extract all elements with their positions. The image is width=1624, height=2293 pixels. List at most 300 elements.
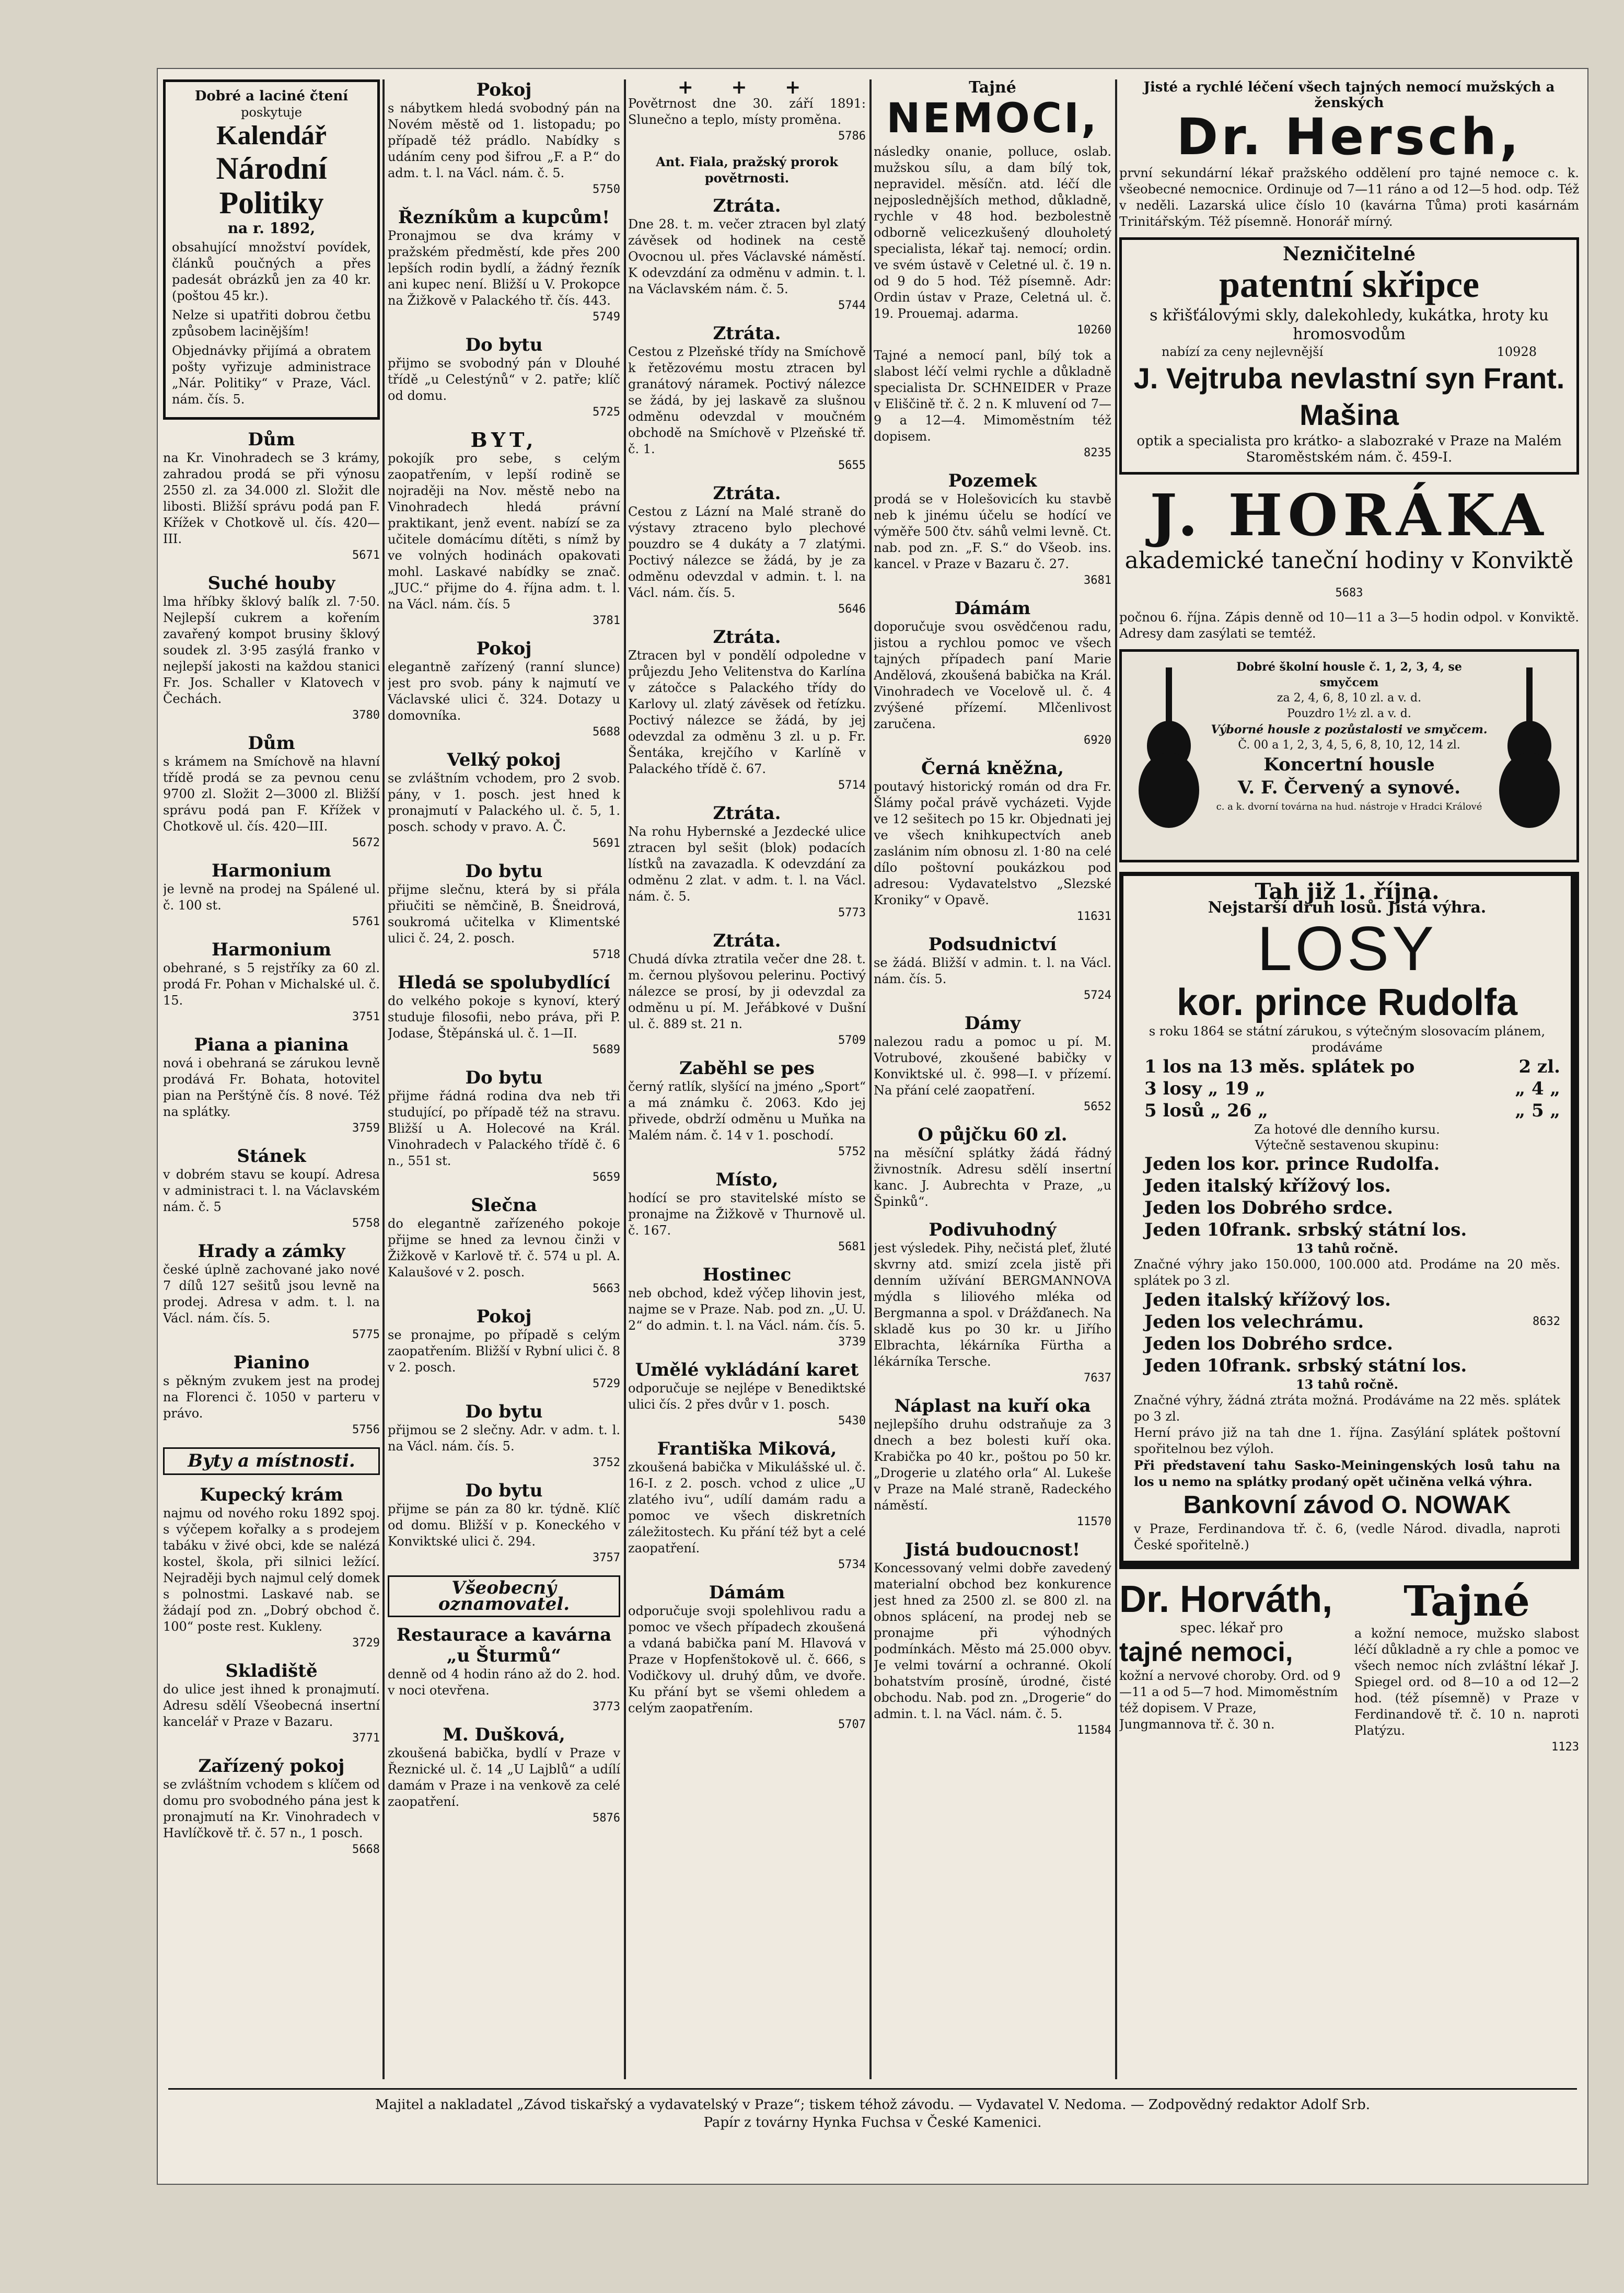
- classified-ad: [874, 1219, 1111, 1386]
- ad-body: nalezou radu a pomoc u pí. M. Votrubové, zkoušené babičky v Konviktské ul. č. 998—I. v přízemí. Na přání celé zaopatření.: [874, 1034, 1111, 1098]
- classified-ad: [388, 1724, 620, 1826]
- spiegel-ad-body: a kožní nemoce, mužsko slabost léčí důkladně a ry chle a pomoc ve všech nemoc ních zvláštní lékař J. Spiegel ord. od 8—10 a od 12—2 hod. (též písemně) v Praze v Ferdinandově tř. č. 10 n. naproti Platýzu.: [1354, 1626, 1579, 1738]
- ad-body: černý ratlík, slyšící na jméno „Sport“ a má známku č. 2063. Kdo jej přivede, obdrží odměnu u Muňka na Malém nám. č. 14 v 1. poschodí.: [628, 1079, 866, 1143]
- kalendar-ad-text2: Nelze si upatřiti dobrou četbu způsobem lacinějším!: [172, 308, 371, 339]
- ad-title: Dům: [248, 733, 295, 754]
- nemoci-ad-kicker: Tajné: [969, 79, 1016, 97]
- ad-body: do velkého pokoje s kynoví, který studuje filosofii, nebo práva, při P. Jodase, Štěpánská ul. č. 1—II.: [388, 994, 620, 1041]
- ad-title: Harmonium: [211, 939, 332, 960]
- classified-ad: [388, 972, 620, 1058]
- classified-ad: [388, 79, 620, 198]
- classified-ad: [388, 1306, 620, 1392]
- ad-body: se zvláštním vchodem, pro 2 svob. pány, v 1. posch. jest hned k pronajmutí v Palackého ul. č. 5, 1. posch. schody v pravo. A. Č.: [388, 771, 620, 834]
- ad-number: 5744: [838, 299, 866, 312]
- classified-ad: [163, 939, 380, 1025]
- ad-number: 3759: [352, 1122, 380, 1135]
- classified-ad: [163, 429, 380, 563]
- losy-ad-offer-row: [1134, 1100, 1560, 1122]
- losy-ad-draws: 13 tahů ročně.: [1296, 1377, 1398, 1392]
- classified-ad: [163, 1146, 380, 1231]
- ad-title: Harmonium: [211, 860, 332, 881]
- ad-body: Cestou z Plzeňské třídy na Smíchově k řetězovému mostu ztracen byl granátový náramek. Poctivý nálezce se žádá, by jej laskavě za slušnou odměnu odevzdal v moučném obchodě na Smíchově v Plzeňské tř. č. 1.: [628, 344, 866, 456]
- classified-ad: [628, 1438, 866, 1573]
- skripce-ad-address: optik a specialista pro krátko- a slabozraké v Praze na Malém Staroměstském nám. č. 459-I.: [1136, 433, 1562, 465]
- ad-body: se pronajme, po případě s celým zaopatřením. Bližší v Rybní ulici č. 8 v 2. posch.: [388, 1328, 620, 1375]
- losy-ad-group-item: Jeden los Dobrého srdce.: [1144, 1197, 1393, 1218]
- ad-number: 11570: [1076, 1515, 1111, 1528]
- ad-number: 5734: [838, 1558, 866, 1571]
- classified-ad: [628, 1264, 866, 1350]
- losy-ad-para1: Značné výhry jako 150.000, 100.000 atd. Prodáme na 20 měs. splátek po 3 zl.: [1134, 1257, 1560, 1288]
- losy-ad-group-row: [1134, 1311, 1560, 1333]
- ad-body: se zvláštním vchodem s klíčem od domu pro svobodného pána jest k pronajmutí na Kr. Vinohradech v Havlíčkově tř. č. 57 n., 1 posch.: [163, 1777, 380, 1840]
- classified-ad: [388, 1401, 620, 1471]
- violin-icon: [1493, 667, 1566, 835]
- ad-body: české úplně zachované jako nové 7 dílů 127 sešitů jsou levně na prodej. Adresa v adm. t. l. na Václ. nám. čís. 5.: [163, 1262, 380, 1326]
- ad-number: 7637: [1084, 1372, 1111, 1385]
- skripce-ad-products: s křišťálovými skly, dalekohledy, kukátka, hroty ku hromosvodům: [1150, 306, 1549, 343]
- section-stamp-byty: Byty a místnosti.: [163, 1447, 380, 1475]
- classified-ad: [388, 1067, 620, 1185]
- nemoci-ad-body: následky onanie, polluce, oslab. mužskou sílu, a dam bílý tok, nepravidel. měsíčn. atd. léčí dle nejposlednějších method, důkladně, rychle v 48 hod. bezbolestně odborně velicezkušený dlouholetý specialista, lékař taj. nemocí; ordin. ve svém ústavě v Celetné ul. č. 19 n. od 9 do 5 hod. Též písemně. Adr: Ordin ústav v Praze, Celetná ul. č. 19. Prouemaj. adarma.: [874, 144, 1111, 321]
- col1-ads2: [163, 1484, 380, 1858]
- classified-ad: [388, 335, 620, 420]
- ad-number: 5749: [593, 310, 620, 324]
- skripce-ad: [1119, 237, 1579, 475]
- ad-title: Do bytu: [465, 1401, 543, 1422]
- ad-number: 5750: [593, 183, 620, 196]
- losy-ad-note1: Za hotové dle denního kursu.: [1254, 1122, 1440, 1137]
- column-1: [163, 79, 380, 2079]
- ad-number: 5718: [593, 948, 620, 961]
- losy-ad-group-item: Jeden los kor. prince Rudolfa.: [1144, 1154, 1440, 1174]
- ad-body: lma hříbky šklový balík zl. 7·50. Nejlepší cukrem a kořením zavařený kompot brusiny šklový soudek zl. 3·95 zasýlá franko v nejlepší jakosti na každou stanici Fr. Jos. Schaller v Klatovech v Čechách.: [163, 594, 380, 706]
- ad-body: Povětrnost dne 30. září 1891: Slunečno a teplo, místy proměna.: [628, 96, 866, 127]
- kalendar-ad-subtitle: Národní Politiky: [216, 151, 327, 220]
- ad-title: Černá kněžna,: [921, 758, 1064, 779]
- classified-ad: [163, 1352, 380, 1438]
- ad-title: Pokoj: [476, 638, 532, 659]
- ad-body: se žádá. Bližší v admin. t. l. na Václ. nám. čís. 5.: [874, 955, 1111, 986]
- losy-ad-draws: 13 tahů ročně.: [1296, 1241, 1398, 1256]
- ad-number: 3752: [593, 1456, 620, 1469]
- skripce-ad-firm: J. Vejtruba nevlastní syn Frant. Mašina: [1133, 362, 1565, 431]
- losy-ad-offer-price: „ 4 „: [1515, 1078, 1560, 1099]
- classified-ad: [628, 1359, 866, 1429]
- violin-ad-line4: Výborné housle z pozůstalosti ve smyčcem.: [1211, 723, 1488, 736]
- spiegel-ad-title: Tajné: [1403, 1576, 1530, 1626]
- classified-ad: [628, 154, 866, 186]
- ad-body: odporučuje se nejlépe v Benediktské ulici čís. 2 přes dvůr v 1. posch.: [628, 1381, 866, 1412]
- ad-body: Chudá dívka ztratila večer dne 28. t. m. černou plyšovou pelerinu. Poctivý nálezce se prosí, by ji odevzdal za odměnu u pí. M. Jeřábkové v Dušní ul. č. 889 st. 21 n.: [628, 952, 866, 1031]
- ad-body: s nábytkem hledá svobodný pán na Novém městě od 1. listopadu; po případě též prádlo. Nabídky s udáním ceny pod šifrou „F. a P.“ do adm. t. l. na Václ. nám. č. 5.: [388, 101, 620, 180]
- losy-ad-offer-label: 1 los na 13 měs. splátek po: [1144, 1056, 1415, 1077]
- ad-number: 6920: [1084, 734, 1111, 747]
- ad-number: 3681: [1084, 574, 1111, 587]
- horaka-ad-subtitle: akademické taneční hodiny v Konviktě: [1124, 547, 1574, 574]
- ad-number: 1123: [1551, 1741, 1579, 1754]
- ad-title: Zaběhl se pes: [679, 1058, 815, 1079]
- nemoci-ad-title: NEMOCI,: [886, 95, 1099, 142]
- ad-body: přijme slečnu, která by si přála přiučiti se němčině, B. Šneidrová, soukromá učitelka v Klimentské ulici č. 24, 2. posch.: [388, 882, 620, 946]
- ad-body: jest výsledek. Pihy, nečistá pleť, žluté skvrny atd. smizí zcela jistě při denním užívání BERGMANNOVA mýdla s liliového mléka od Bergmanna a spol. v Drážďanech. Na skladě kus po 30 kr. u Jiřího Elbrachta, lékárníka Fürtha a lékárníka Tersche.: [874, 1241, 1111, 1369]
- classified-ad: [163, 573, 380, 723]
- ad-body: prodá se v Holešovicích ku stavbě neb k jinému účelu se hodící ve výměře 500 čtv. sáhů velmi levně. Ct. nab. pod zn. „F. S.“ do Všeob. ins. kancel. v Praze v Bazaru č. 27.: [874, 492, 1111, 571]
- ad-title: Ztráta.: [713, 627, 781, 648]
- losy-ad-group-item: Jeden los Dobrého srdce.: [1144, 1333, 1393, 1354]
- classified-ad: [874, 758, 1111, 925]
- ad-body: na Kr. Vinohradech se 3 krámy, zahradou prodá se při výnosu 2550 zl. za 34.000 zl. Složit dle libosti. Bližší správu podá pan F. Křížek v Chotkově ul. čís. 420—III.: [163, 451, 380, 546]
- skripce-ad-title: patentní skřipce: [1219, 263, 1480, 305]
- ad-title: Piana a pianina: [194, 1034, 349, 1055]
- losy-ad-para2: Značné výhry, žádná ztráta možná. Prodáváme na 22 měs. splátek po 3 zl.: [1134, 1393, 1560, 1424]
- classified-ad: [874, 1013, 1111, 1115]
- losy-ad-bank: Bankovní závod O. NOWAK: [1183, 1491, 1511, 1519]
- ad-number: 11631: [1076, 910, 1111, 923]
- ad-title: Do bytu: [465, 335, 543, 355]
- losy-ad-group-item: Jeden los velechrámu.: [1144, 1311, 1364, 1332]
- ad-number: 3773: [593, 1700, 620, 1713]
- losy-ad-group-item: Jeden 10frank. srbský státní los.: [1144, 1219, 1467, 1240]
- violin-icon: [1132, 667, 1205, 835]
- ad-body: hodící se pro stavitelské místo se pronajme na Žižkově v Thurnově ul. č. 167.: [628, 1191, 866, 1238]
- losy-ad-offer-label: 5 losů „ 26 „: [1144, 1100, 1268, 1121]
- ad-title: Dům: [248, 429, 295, 450]
- column-4: [874, 79, 1111, 2079]
- violin-ad-line8: c. a k. dvorní továrna na hud. nástroje v Hradci Králové: [1216, 801, 1482, 812]
- imprint-line1: Majitel a nakladatel „Závod tiskařský a vydavatelský v Praze“; tiskem téhož závodu. — Vydavatel V. Nedoma. — Zodpovědný redaktor Adolf Srb.: [375, 2097, 1371, 2113]
- ad-number: 5752: [838, 1145, 866, 1158]
- classified-ad: [628, 195, 866, 314]
- violin-ad-text: [1211, 659, 1488, 815]
- ad-body: přijme se pán za 80 kr. týdně. Klíč od domu. Bližší v p. Koneckého v Konviktské ulici č. 294.: [388, 1502, 620, 1549]
- ad-body: s pěkným zvukem jest na prodej na Florenci č. 1050 v parteru v právo.: [163, 1374, 380, 1421]
- ad-body: Tajné a nemocí panl, bílý tok a slabost léčí velmi rychle a důkladně specialista Dr. SCHNEIDER v Praze v Eliščině tř. č. 2 n. K mluvení od 7—9 a 12—4. Mimoměstním též dopisem.: [874, 348, 1111, 444]
- ad-body: poutavý historický román od dra Fr. Šlámy počal právě vycházeti. Vyjde ve 12 sešitech po 15 kr. Objednati jej ve všech knihkupectvích aneb zaslánim ním obnosu zl. 1·80 na celé dílo poštovní poukázkou pod adresou: Vydavatelstvo „Slezské Kroniky“ v Opavě.: [874, 779, 1111, 907]
- ad-title: Dámám: [954, 598, 1031, 619]
- ad-body: Ztracen byl v pondělí odpoledne v průjezdu Jeho Velitenstva do Karlína v zátočce s Palackého třídy do Karlovy ul. zlatý závěsek od řetízku. Poctivý nálezce se žádá, by jej odevzdal za odměnu 3 zl. u p. Fr. Šentáka, krejčího v Karlíně v Palackého třídě č. 67.: [628, 648, 866, 776]
- ad-number: 5756: [352, 1423, 380, 1436]
- losy-ad-group-item: Jeden italský křížový los.: [1144, 1289, 1391, 1310]
- ad-number: 5683: [1335, 586, 1363, 600]
- classified-ad: [628, 930, 866, 1048]
- ad-title: Stánek: [237, 1146, 306, 1167]
- imprint-line2: Papír z továrny Hynka Fuchsa v České Kamenici.: [703, 2115, 1042, 2130]
- classified-ad: [628, 1169, 866, 1255]
- ad-body: obehrané, s 5 rejstříky za 60 zl. prodá Fr. Pohan v Michalské ul. č. 15.: [163, 961, 380, 1008]
- ad-number: 5876: [593, 1812, 620, 1825]
- classified-ad: [874, 1124, 1111, 1210]
- losy-ad-para4: Při představení tahu Sasko-Meiningenských losů tahu na los u nemo na splátky prodaný opět učiněna velká výhra.: [1134, 1458, 1560, 1489]
- kalendar-ad-line1: Dobré a laciné čtení: [194, 88, 349, 104]
- ad-body: nejlepšího druhu odstraňuje za 3 dnech a bez bolesti kuří oka. Krabička po 40 kr., poštou po 50 kr. „Drogerie u zlatého orla“ Al. Lukeše v Praze na Malé straně, Radeckého náměstí.: [874, 1417, 1111, 1513]
- classified-ad: [628, 1582, 866, 1733]
- ad-number: 5671: [352, 549, 380, 562]
- ad-title: Jistá budoucnost!: [904, 1539, 1081, 1560]
- losy-ad-offer-label: 3 losy „ 19 „: [1144, 1078, 1266, 1099]
- ad-number: 5714: [838, 779, 866, 792]
- kalendar-ad-title: Kalendář: [216, 121, 327, 151]
- losy-ad-intro: s roku 1864 se státní zárukou, s výtečným slosovacím plánem, prodáváme: [1149, 1024, 1546, 1055]
- ad-body: Na rohu Hybernské a Jezdecké ulice ztracen byl sešit (blok) podacích lístků na zavazadla. K odevzdání za odměnu 2 zlat. v adm. t. l. na Václ. nám. č. 5.: [628, 824, 866, 904]
- cross-header: + + +: [677, 79, 817, 98]
- ad-title: Velký pokoj: [447, 750, 561, 770]
- horvath-ad-subtitle: tajné nemoci,: [1119, 1637, 1293, 1667]
- ad-number: 5688: [593, 725, 620, 739]
- ad-body: do ulice jest ihned k pronajmutí. Adresu sdělí Všeobecná insertní kancelář v Praze v Bazaru.: [163, 1682, 380, 1729]
- losy-ad-group-item: Jeden 10frank. srbský státní los.: [1144, 1355, 1467, 1376]
- column-5: [1119, 79, 1579, 2079]
- bottom-ads-row: [1119, 1578, 1579, 1765]
- ad-title: Do bytu: [465, 861, 543, 882]
- ad-number: 5724: [1084, 989, 1111, 1002]
- ad-number: 5691: [593, 837, 620, 850]
- violin-ad-line6: Koncertní housle: [1263, 754, 1435, 775]
- ad-body: doporučuje svou osvědčenou radu, jistou a rychlou pomoc ve všech tajných případech paní Marie Andělová, zkoušená babička na Král. Vinohradech ve Vocelově ul. č. 4 zvýšené přízemí. Mlčenlivost zaručena.: [874, 619, 1111, 731]
- nemoci-ad: [874, 79, 1111, 338]
- losy-ad-offer-price: „ 5 „: [1515, 1100, 1560, 1121]
- ad-number: 5655: [838, 459, 866, 472]
- ad-title: Podivuhodný: [929, 1219, 1057, 1240]
- classified-ad: [388, 430, 620, 629]
- ad-title: Do bytu: [465, 1480, 543, 1501]
- ad-body: Pronajmou se dva krámy v pražském předměstí, kde přes 200 lepších rodin bydlí, a žádný řezník ani kupec není. Bližší u V. Prokopce na Žižkově v Palackého tř. čís. 443.: [388, 228, 620, 308]
- ad-title: Řezníkům a kupcům!: [398, 207, 610, 228]
- classified-ad: [628, 483, 866, 617]
- losy-ad-note2: Výtečně sestavenou skupinu:: [1255, 1138, 1440, 1153]
- classified-ad: [628, 323, 866, 474]
- ad-body: nová i obehraná se zárukou levně prodává Fr. Bohata, hotovitel pian na Perštýně čís. 8 nové. Též na splátky.: [163, 1056, 380, 1119]
- ad-number: 5773: [838, 906, 866, 919]
- ad-title: Hledá se spolubydlící: [398, 972, 610, 993]
- ad-body: Cestou z Lázní na Malé straně do výstavy ztraceno bylo plechové pouzdro se 4 dukáty a 7 zlatými. Poctivý nálezce se žádá, by je za odměnu odevzdal v admin. t. l. na Václ. nám. čís. 5.: [628, 504, 866, 600]
- horvath-ad: [1119, 1578, 1344, 1765]
- classified-ad: [874, 1539, 1111, 1738]
- imprint-footer: [168, 2088, 1577, 2131]
- losy-ad-offer-row: [1134, 1056, 1560, 1078]
- classified-ad: [163, 1661, 380, 1746]
- ad-title: Dámy: [964, 1013, 1021, 1034]
- ad-number: 5761: [352, 915, 380, 928]
- violin-ad-firm: V. F. Červený a synové.: [1237, 777, 1461, 798]
- classified-ad: [874, 1396, 1111, 1530]
- ad-body: přijmo se svobodný pán v Dlouhé třídě „u Celestýnů“ v 2. patře; klíč od domu.: [388, 356, 620, 403]
- losy-ad-group-item: Jeden italský křížový los.: [1144, 1176, 1391, 1196]
- ad-body: přijmou se 2 slečny. Adr. v adm. t. l. na Václ. nám. čís. 5.: [388, 1423, 620, 1454]
- horvath-ad-title: Dr. Horváth,: [1119, 1578, 1333, 1620]
- ad-body: denně od 4 hodin ráno až do 2. hod. v noci otevřena.: [388, 1667, 620, 1698]
- violin-ad: [1119, 649, 1579, 862]
- losy-ad: [1119, 872, 1579, 1569]
- ad-number: 5652: [1084, 1100, 1111, 1113]
- kalendar-ad-line2: poskytuje: [241, 105, 302, 120]
- ad-number: 5663: [593, 1282, 620, 1295]
- column-rule: [382, 79, 385, 2079]
- ad-title: Skladiště: [225, 1661, 318, 1681]
- classified-ad: [163, 1034, 380, 1136]
- ad-body: Koncessovaný velmi dobře zavedený materialní obchod bez konkurence jest hned za 2500 zl. se 800 zl. na obnos splácení, na prodej neb se pronajme při výhodných podmínkách. Město má 25.000 obyv. Je velmi tovární a ochranné. Okolí bohatstvím prosíně, úrodné, čisté obchodu. Nab. pod zn. „Drogerie“ do admin. t. l. na Václ. nám. č. 5.: [874, 1561, 1111, 1721]
- ad-number: 5729: [593, 1377, 620, 1390]
- ad-title: BYT,: [470, 428, 538, 452]
- ad-body: najmu od nového roku 1892 spoj. s výčepem kořalky a s prodejem tabáku v živé obci, kde se nalézá kostel, škola, při silnici ležící. Nejraději bych najmul celý domek s polnostmi. Laskavé nab. se žádají pod zn. „Dobrý obchod č. 100“ poste rest. Kukleny.: [163, 1506, 380, 1634]
- ad-number: 3751: [352, 1010, 380, 1023]
- col1-ads: [163, 429, 380, 1438]
- ad-number: 3771: [352, 1732, 380, 1745]
- horaka-ad: [1119, 481, 1579, 642]
- ad-number: 3739: [838, 1335, 866, 1349]
- ad-title: Kupecký krám: [200, 1484, 343, 1505]
- ad-body: na měsíční splátky žádá řádný živnostník. Adresu sdělí insertní kanc. J. Aubrechta v Praze, „u Špinků“.: [874, 1146, 1111, 1209]
- losy-ad-subkicker: Nejstarší druh losů. Jistá výhra.: [1208, 898, 1487, 917]
- ad-body: zkoušená babička, bydlí v Praze v Řeznické ul. č. 14 „U Lajblů“ a udílí damám v Praze i na venkově za celé zaopatření.: [388, 1746, 620, 1809]
- horaka-ad-title: J. HORÁKA: [1150, 481, 1549, 549]
- classified-ad: [388, 1480, 620, 1566]
- ad-title: M. Dušková,: [443, 1724, 565, 1745]
- ad-body: v dobrém stavu se koupí. Adresa v administraci t. l. na Václavském nám. č. 5: [163, 1167, 380, 1214]
- column-rule: [869, 79, 872, 2079]
- kalendar-ad-box: [163, 79, 380, 420]
- horvath-ad-kicker: spec. lékař pro: [1180, 1620, 1283, 1636]
- losy-ad-para3: Herní právo již na tah dne 1. října. Zasýlání splátek poštovní spořitelnou bez výloh.: [1134, 1425, 1560, 1456]
- classified-ad: [388, 1195, 620, 1297]
- ad-title: Suché houby: [207, 573, 335, 594]
- hersch-ad: [1119, 79, 1579, 230]
- losy-ad-kicker: Tah již 1. října.: [1255, 879, 1440, 904]
- losy-ad-subtitle: kor. prince Rudolfa: [1176, 982, 1518, 1023]
- violin-ad-line2: za 2, 4, 6, 8, 10 zl. a v. d.: [1277, 692, 1422, 705]
- classified-ad: [874, 348, 1111, 461]
- ad-title: Hrady a zámky: [198, 1241, 345, 1262]
- ad-title: Do bytu: [465, 1067, 543, 1088]
- ad-number: 10928: [1497, 344, 1537, 359]
- ad-title: Pozemek: [948, 470, 1037, 491]
- ad-number: 5775: [352, 1328, 380, 1341]
- ad-body: je levně na prodej na Spálené ul. č. 100 st.: [163, 882, 380, 913]
- losy-ad-title: LOSY: [1257, 914, 1437, 984]
- ad-title: Restaurace a kavárna „u Šturmů“: [396, 1624, 612, 1666]
- ad-title: Pokoj: [476, 1306, 532, 1327]
- column-rule: [624, 79, 626, 2079]
- ad-body: Ant. Fiala, pražský prorok povětrnosti.: [656, 154, 838, 186]
- losy-ad-offer-price: 2 zl.: [1518, 1056, 1560, 1077]
- classified-ad: [388, 1624, 620, 1715]
- classified-ad: [388, 861, 620, 963]
- ad-title: Zařízený pokoj: [198, 1756, 345, 1777]
- classified-ad: [628, 96, 866, 144]
- classified-ad: [163, 733, 380, 851]
- classified-ad: [388, 638, 620, 740]
- hersch-ad-title: Dr. Hersch,: [1176, 108, 1522, 166]
- ad-number: 5672: [352, 836, 380, 849]
- column-rule: [1115, 79, 1117, 2079]
- ad-number: 5689: [593, 1043, 620, 1056]
- ad-body: přijme řádná rodina dva neb tři studující, po případě též na stravu. Bližší u A. Holecové na Král. Vinohradech v Palackého třídě č. 6 n., 551 st.: [388, 1089, 620, 1168]
- ad-title: Františka Miková,: [657, 1438, 837, 1459]
- ad-number: 5707: [838, 1718, 866, 1731]
- ad-body: zkoušená babička v Mikulášské ul. č. 16-I. z 2. posch. vchod z ulice „U zlatého ivu“, udílí damám radu a pomoc ve všech diskretních záležitostech. Ku přání též byt a celé zaopatření.: [628, 1460, 866, 1555]
- ad-number: 5709: [838, 1034, 866, 1047]
- ad-number: 8235: [1084, 446, 1111, 459]
- spiegel-ad: [1354, 1578, 1579, 1765]
- ad-number: 5430: [838, 1414, 866, 1427]
- ad-body: pokojík pro sebe, s celým zaopatřením, v lepší rodině se nojraději na Nov. městě nebo na Vinohradech hledá právní praktikant, jenž event. nabízí se za učitele domácímu dítěti, s nímž by ve volných hodinách opakovati mohl. Laskavé nabídky se znač. „JUC.“ přijme do 4. října adm. t. l. na Václ. nám. čís. 5: [388, 451, 620, 612]
- ad-title: Náplast na kuří oka: [894, 1396, 1091, 1416]
- ad-body: do elegantně zařízeného pokoje přijme se hned za levnou činži v Žižkově v Karlově tř. č. 574 u pl. A. Kalaušové v 2. posch.: [388, 1216, 620, 1280]
- ad-number: 8632: [1533, 1315, 1560, 1328]
- ad-title: Umělé vykládání karet: [635, 1359, 859, 1380]
- ad-title: Ztráta.: [713, 803, 781, 824]
- classified-ad: [163, 860, 380, 930]
- ad-title: Pokoj: [476, 79, 532, 100]
- column-3: [628, 79, 866, 2079]
- ad-number: 5646: [838, 603, 866, 616]
- ad-number: 3780: [352, 709, 380, 722]
- column-2: [388, 79, 620, 2079]
- ad-title: Podsudnictví: [928, 934, 1057, 955]
- ad-number: 3757: [593, 1551, 620, 1564]
- losy-ad-address: v Praze, Ferdinandova tř. č. 6, (vedle Národ. divadla, naproti České spořitelně.): [1134, 1522, 1560, 1552]
- ad-number: 11584: [1076, 1724, 1111, 1737]
- horaka-ad-body: počnou 6. října. Zápis denně od 10—11 a 3—5 hodin odpol. v Konviktě. Adresy dam zasýlati se temtéž.: [1119, 610, 1579, 641]
- hersch-ad-kicker: Jisté a rychlé léčení všech tajných nemocí mužských a ženských: [1143, 79, 1555, 111]
- kalendar-ad-text1: obsahující množství povídek, článků poučných a přes padesát obrázků jen za 40 kr. (poštou 45 kr.).: [172, 240, 371, 303]
- kalendar-ad-text3: Objednávky přijímá a obratem pošty vyřizuje administrace „Nár. Politiky“ v Praze, Václ. nám. čís. 5.: [172, 343, 371, 407]
- kalendar-ad-year: na r. 1892,: [227, 220, 316, 237]
- classified-ad: [163, 1484, 380, 1651]
- classified-ad: [628, 627, 866, 793]
- classified-ad: [874, 598, 1111, 748]
- classified-ad: [163, 1241, 380, 1343]
- ad-title: Pianino: [233, 1352, 310, 1373]
- horaka-ad-subtitle-row: [1119, 547, 1579, 607]
- ad-title: Hostinec: [702, 1264, 792, 1285]
- ad-title: Slečna: [471, 1195, 537, 1216]
- ad-number: 5725: [593, 406, 620, 419]
- ad-body: s krámem na Smíchově na hlavní třídě prodá se za pevnou cenu 9700 zl. Složit 2—3000 zl. Bližší správu podá pan F. Křížek v Chotkově ul. čís. 420—III.: [163, 754, 380, 834]
- skripce-ad-price: nabízí za ceny nejlevnější: [1162, 344, 1324, 359]
- classified-ad: [874, 934, 1111, 1004]
- skripce-ad-kicker: Nezničitelné: [1283, 243, 1416, 265]
- violin-ad-line3: Pouzdro 1½ zl. a v. d.: [1287, 707, 1411, 720]
- classified-ad: [628, 803, 866, 921]
- ad-body: odporučuje svoji spolehlivou radu a pomoc ve všech případech zkoušená a vdaná babička paní M. Hlavová v Praze v Hopfenštokově ul. č. 666, s Vodičkovy ul. druhý dům, ve dvoře. Ku přání byt se všemi ohledem a celým zaopatřením.: [628, 1604, 866, 1715]
- section-stamp-oznamovatel: Všeobecný oznamovatel.: [388, 1575, 620, 1617]
- newspaper-page: [157, 68, 1588, 2185]
- ad-number: 10260: [1076, 324, 1111, 337]
- horvath-ad-body: kožní a nervové choroby. Ord. od 9—11 a od 5—7 hod. Mimoměstním též dopisem. V Praze, Jungmannova tř. č. 30 n.: [1119, 1668, 1341, 1732]
- ad-title: O půjčku 60 zl.: [918, 1124, 1068, 1145]
- classified-ad: [628, 1058, 866, 1160]
- ad-number: 5681: [838, 1240, 866, 1253]
- ad-title: Dámám: [709, 1582, 785, 1603]
- ad-title: Místo,: [715, 1169, 779, 1190]
- classified-ad: [388, 207, 620, 325]
- violin-ad-line5: Č. 00 a 1, 2, 3, 4, 5, 6, 8, 10, 12, 14 zl.: [1238, 739, 1460, 752]
- ad-body: elegantně zařízený (ranní slunce) jest pro svob. pány k najmutí ve Václavské ulici č. 324. Dotazy u domovníka.: [388, 660, 620, 723]
- ad-number: 5786: [838, 130, 866, 143]
- ad-number: 5758: [352, 1217, 380, 1230]
- hersch-ad-body: první sekundární lékař pražského oddělení pro tajné nemoce c. k. všeobecné nemocnice. Ordinuje od 7—11 ráno a od 12—5 hod. odp. Též v neděli. Lazarská ulice číslo 10 (kavárna Tůma) proti kasárnám Trinitářským. Též písemně. Honorář mírný.: [1119, 166, 1579, 229]
- skripce-ad-price-row: [1130, 344, 1568, 360]
- ad-title: Ztráta.: [713, 323, 781, 344]
- classified-ad: [163, 1756, 380, 1858]
- ad-body: Dne 28. t. m. večer ztracen byl zlatý závěsek od hodinek na cestě Ovocnou ul. přes Václavské náměstí. K odevzdání za odměnu v admin. t. l. na Václavském nám. č. 5.: [628, 217, 866, 296]
- ad-title: Ztráta.: [713, 195, 781, 216]
- ad-title: Ztráta.: [713, 930, 781, 951]
- violin-ad-line1: Dobré školní housle č. 1, 2, 3, 4, se smyčcem: [1236, 660, 1462, 689]
- ad-number: 5659: [593, 1171, 620, 1184]
- classified-ad: [388, 750, 620, 851]
